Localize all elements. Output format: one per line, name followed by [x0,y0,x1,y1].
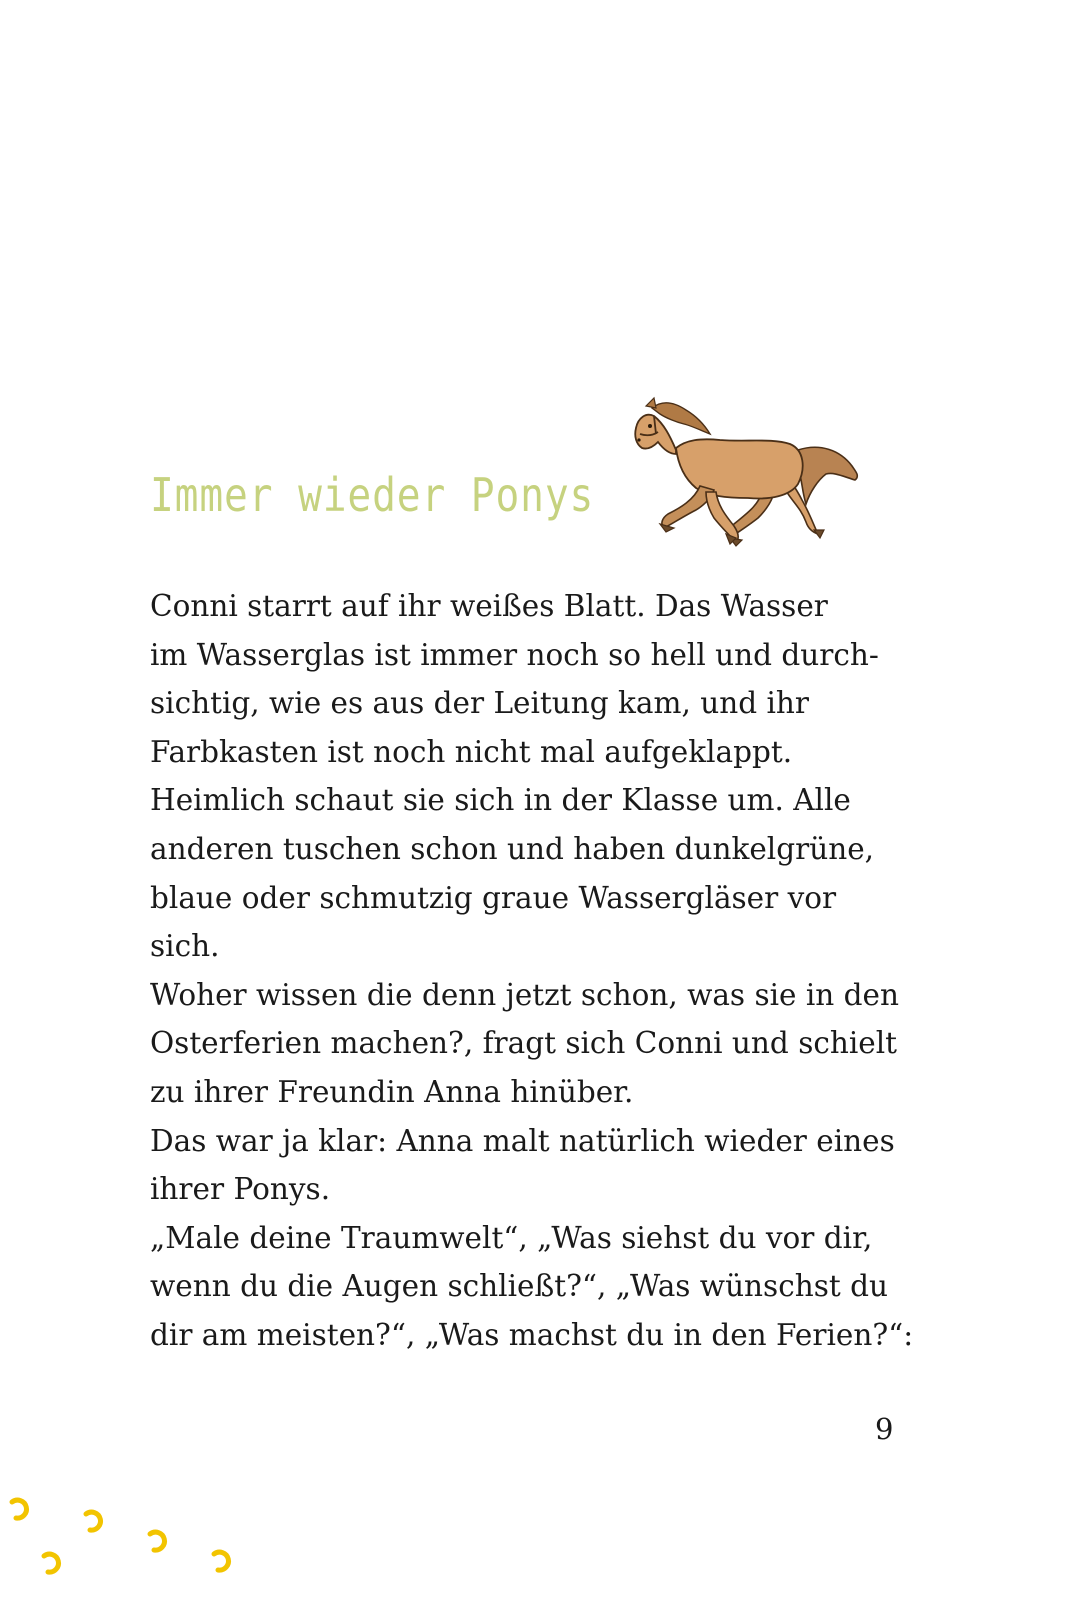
text-line: im Wasserglas ist immer noch so hell und durch- [150,637,879,672]
horseshoe-icon [44,1554,58,1572]
text-line: sichtig, wie es aus der Leitung kam, und ihr [150,686,810,721]
text-line: Das war ja klar: Anna malt natürlich wieder eines [150,1123,895,1158]
horseshoe-icon [214,1552,228,1570]
chapter-title: Immer wieder Ponys [150,468,595,522]
text-line: sich. [150,929,220,964]
horseshoe-icon [12,1500,26,1518]
text-line: blaue oder schmutzig graue Wassergläser vor [150,880,837,915]
text-line: Osterferien machen?, fragt sich Conni und schielt [150,1026,898,1061]
text-line: Heimlich schaut sie sich in der Klasse um. Alle [150,783,851,818]
horseshoe-icon [150,1532,164,1550]
text-line: Conni starrt auf ihr weißes Blatt. Das Wasser [150,589,828,623]
text-line: ihrer Ponys. [150,1172,331,1207]
pony-illustration-icon [630,388,870,556]
text-line: anderen tuschen schon und haben dunkelgrüne, [150,831,875,866]
body-text [150,582,914,1360]
text-line: „Male deine Traumwelt“, „Was siehst du vor dir, [150,1220,873,1255]
text-line: zu ihrer Freundin Anna hinüber. [150,1074,634,1109]
horseshoe-icon [86,1512,100,1530]
text-line: Farbkasten ist noch nicht mal aufgeklappt. [150,734,793,769]
page-number: 9 [875,1412,894,1446]
text-line: wenn du die Augen schließt?“, „Was wünschst du [150,1269,888,1304]
text-line: dir am meisten?“, „Was machst du in den Ferien?“: [150,1317,914,1352]
horseshoe-decoration-icon [0,1490,260,1600]
text-line: Woher wissen die denn jetzt schon, was sie in den [150,977,900,1012]
